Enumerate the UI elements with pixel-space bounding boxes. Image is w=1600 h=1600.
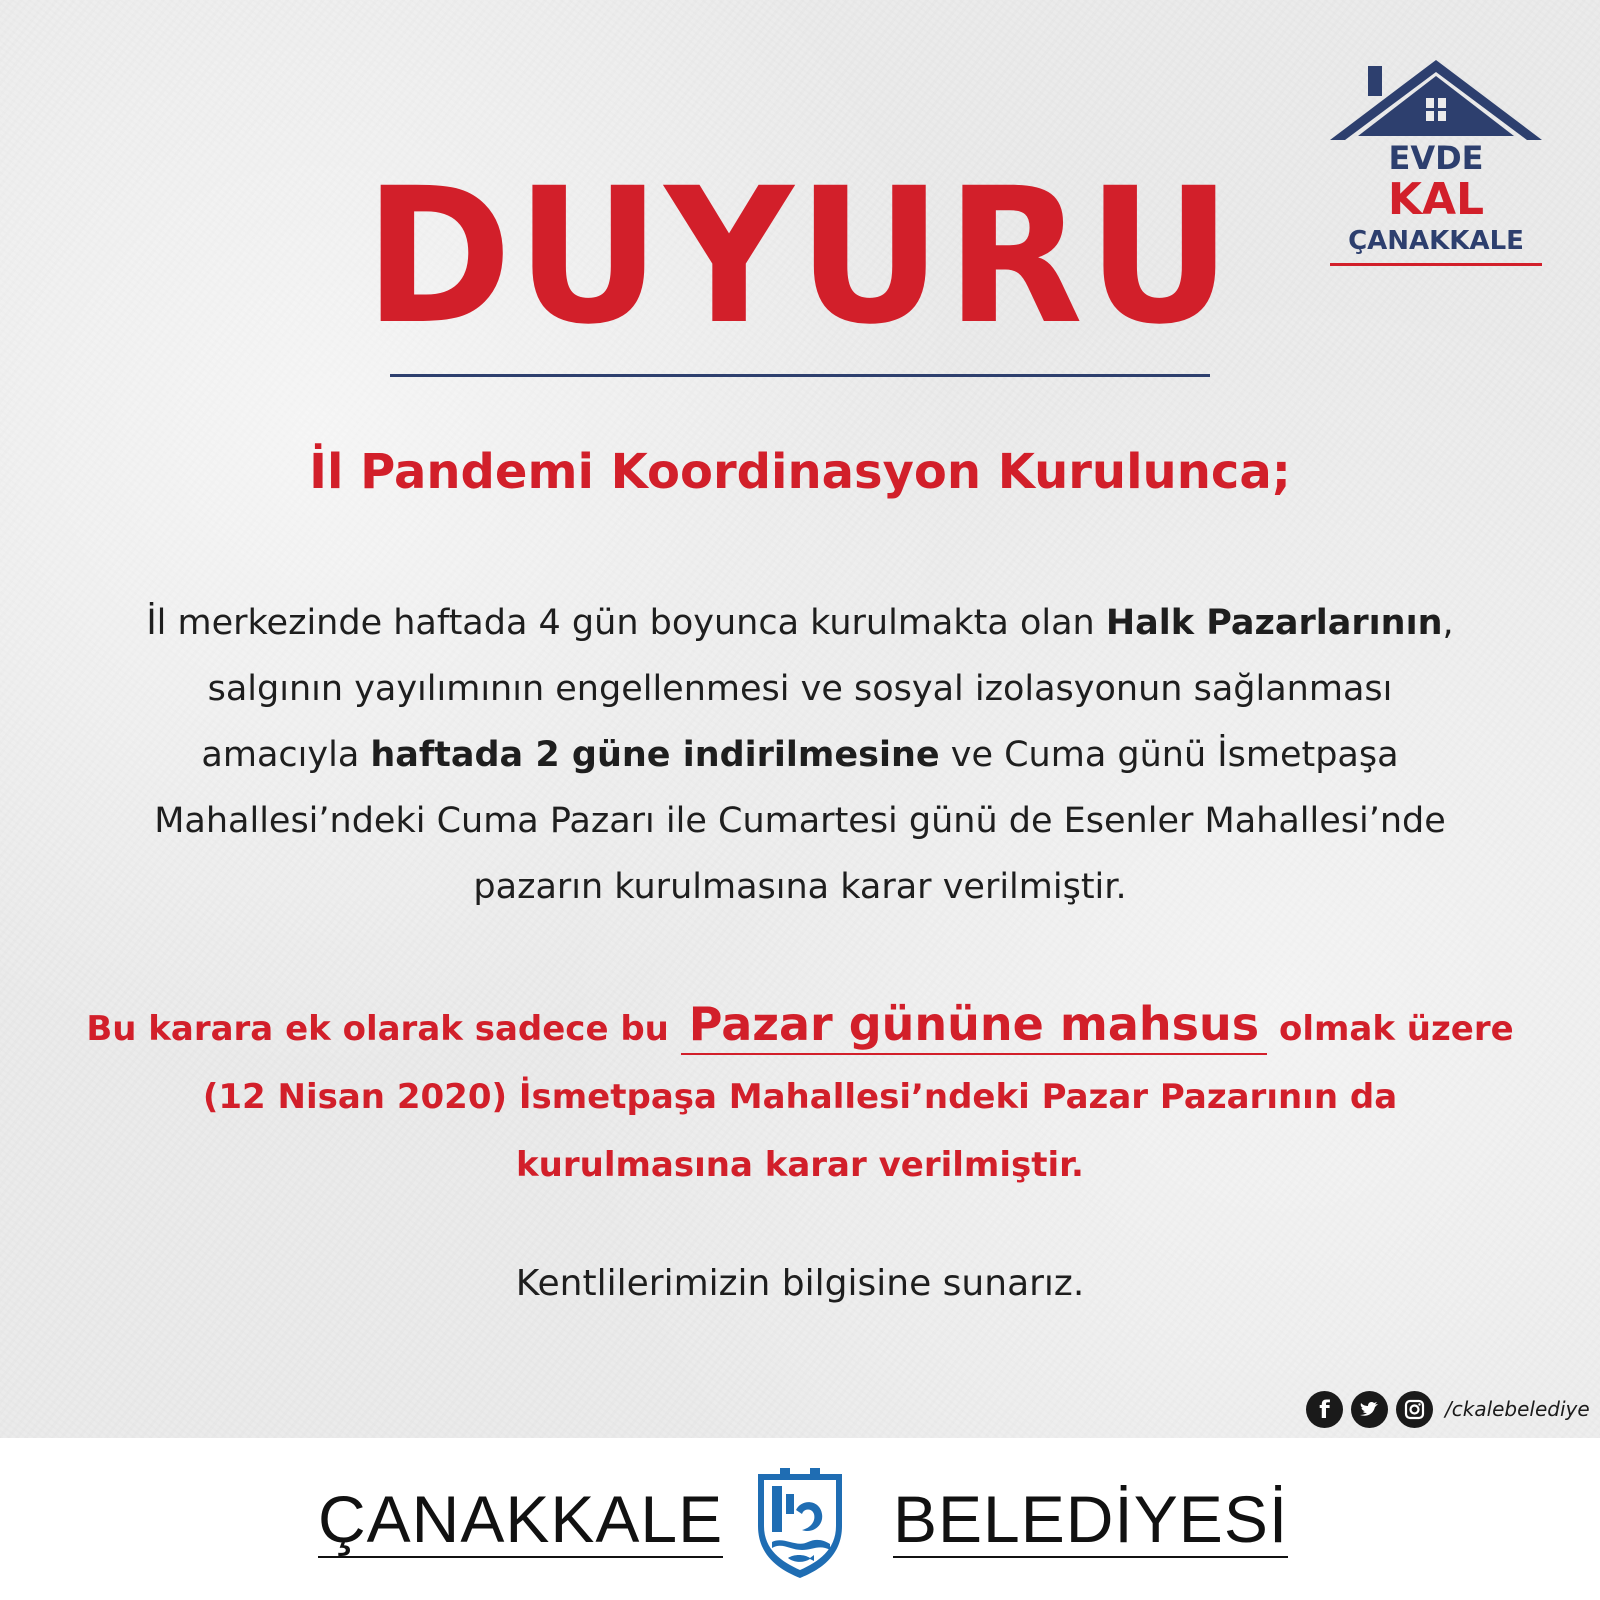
badge-line-3: ÇANAKKALE — [1348, 226, 1524, 256]
instagram-icon[interactable] — [1396, 1391, 1433, 1428]
svg-text:f: f — [1319, 1395, 1330, 1424]
facebook-icon[interactable] — [1306, 1391, 1343, 1428]
house-icon — [1330, 56, 1542, 146]
notice-line-2: (12 Nisan 2020) İsmetpaşa Mahallesi’ndeki Pazar Pazarının da — [202, 1077, 1398, 1117]
footer-brand-left: ÇANAKKALE — [318, 1482, 724, 1556]
notice-highlight: Pazar gününe mahsus — [681, 997, 1267, 1055]
body-text-span: amacıyla — [201, 735, 371, 775]
footer-brand-right: BELEDİYESİ — [893, 1482, 1289, 1556]
announcement-body — [60, 590, 1540, 920]
badge-line-2: KAL — [1387, 174, 1485, 225]
body-bold-span: Halk Pazarlarının — [1105, 603, 1443, 643]
body-text-span: , — [1442, 603, 1454, 643]
municipality-crest-icon — [750, 1464, 850, 1580]
body-line-1 — [60, 590, 1540, 656]
body-text-span: ve Cuma günü İsmetpaşa — [939, 735, 1399, 775]
body-line-2: salgının yayılımının engellenmesi ve sosyal izolasyonun sağlanması — [207, 669, 1393, 709]
body-line-3 — [60, 722, 1540, 788]
body-text-span: İl merkezinde haftada 4 gün boyunca kurulmakta olan — [146, 603, 1106, 643]
body-line-5: pazarın kurulmasına karar verilmiştir. — [473, 867, 1127, 907]
social-handle[interactable]: /ckalebelediye — [1445, 1397, 1590, 1421]
page-title: DUYURU — [364, 147, 1236, 366]
subtitle: İl Pandemi Koordinasyon Kurulunca; — [309, 444, 1291, 500]
title-underline — [390, 374, 1210, 377]
notice-line-3: kurulmasına karar verilmiştir. — [516, 1145, 1084, 1185]
twitter-icon[interactable] — [1351, 1391, 1388, 1428]
notice-text-span: Bu karara ek olarak sadece bu — [86, 1009, 681, 1049]
body-line-4: Mahallesi’ndeki Cuma Pazarı ile Cumartesi günü de Esenler Mahallesi’nde — [154, 801, 1446, 841]
social-links — [1306, 1390, 1590, 1428]
notice-body — [60, 990, 1540, 1199]
notice-text-span: olmak üzere — [1267, 1009, 1514, 1049]
closing-text: Kentlilerimizin bilgisine sunarız. — [515, 1263, 1085, 1304]
notice-line-1 — [60, 990, 1540, 1063]
body-bold-span: haftada 2 güne indirilmesine — [370, 735, 940, 775]
badge-line-1: EVDE — [1388, 139, 1484, 177]
